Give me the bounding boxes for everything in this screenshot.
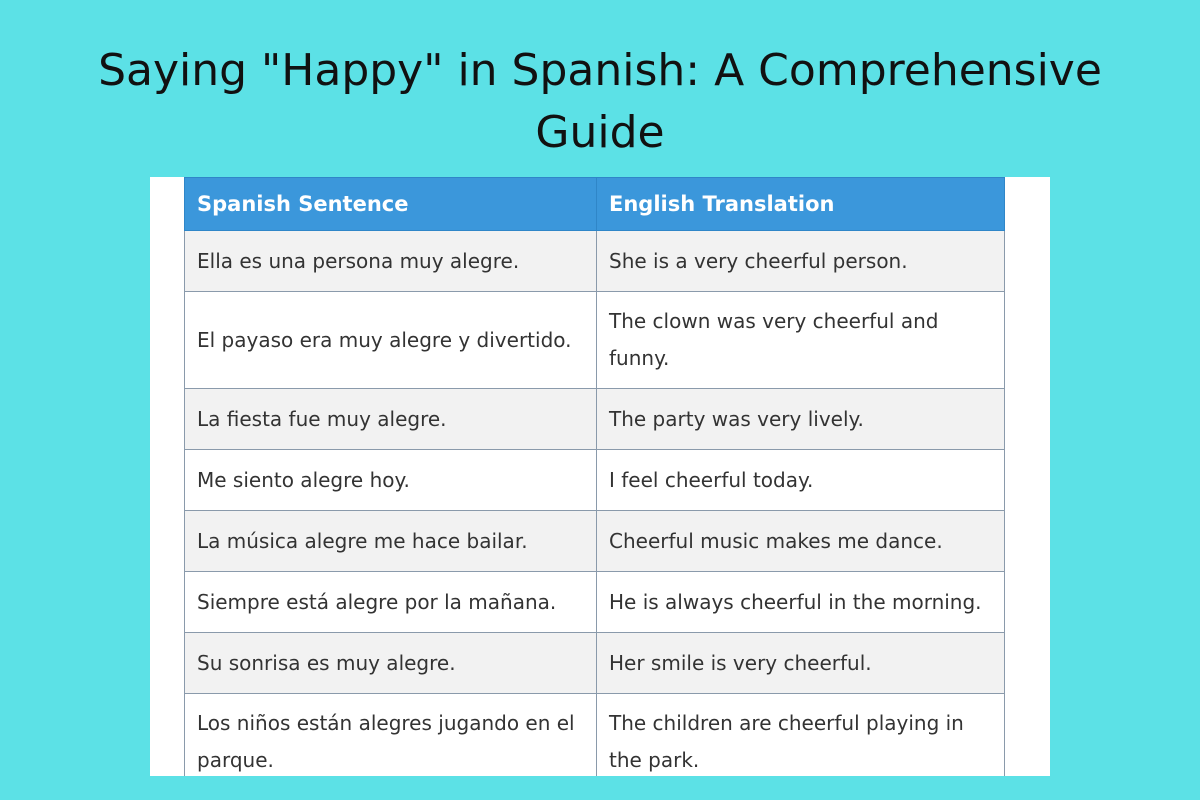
spanish-cell: Me siento alegre hoy. bbox=[185, 450, 597, 511]
translation-table bbox=[184, 177, 1005, 776]
page-title-text: Saying "Happy" in Spanish: A Comprehensive Guide bbox=[98, 45, 1102, 158]
table-row bbox=[185, 231, 1005, 292]
table-row bbox=[185, 511, 1005, 572]
english-cell: Her smile is very cheerful. bbox=[597, 633, 1005, 694]
english-cell: The children are cheerful playing in the park. bbox=[597, 694, 1005, 777]
header-spanish-sentence: Spanish Sentence bbox=[185, 178, 597, 231]
spanish-cell: Los niños están alegres jugando en el parque. bbox=[185, 694, 597, 777]
page-title bbox=[0, 40, 1200, 164]
spanish-cell: Su sonrisa es muy alegre. bbox=[185, 633, 597, 694]
spanish-cell: Siempre está alegre por la mañana. bbox=[185, 572, 597, 633]
spanish-cell: La fiesta fue muy alegre. bbox=[185, 389, 597, 450]
english-cell: He is always cheerful in the morning. bbox=[597, 572, 1005, 633]
english-cell: Cheerful music makes me dance. bbox=[597, 511, 1005, 572]
spanish-cell: La música alegre me hace bailar. bbox=[185, 511, 597, 572]
english-cell: I feel cheerful today. bbox=[597, 450, 1005, 511]
table-row bbox=[185, 389, 1005, 450]
table-row bbox=[185, 694, 1005, 777]
english-cell: The clown was very cheerful and funny. bbox=[597, 292, 1005, 389]
header-english-translation: English Translation bbox=[597, 178, 1005, 231]
spanish-cell: Ella es una persona muy alegre. bbox=[185, 231, 597, 292]
english-cell: The party was very lively. bbox=[597, 389, 1005, 450]
spanish-cell: El payaso era muy alegre y divertido. bbox=[185, 292, 597, 389]
english-cell: She is a very cheerful person. bbox=[597, 231, 1005, 292]
table-card bbox=[150, 177, 1050, 776]
table-header-row bbox=[185, 178, 1005, 231]
table-row bbox=[185, 572, 1005, 633]
table-row bbox=[185, 450, 1005, 511]
table-row bbox=[185, 292, 1005, 389]
table-row bbox=[185, 633, 1005, 694]
